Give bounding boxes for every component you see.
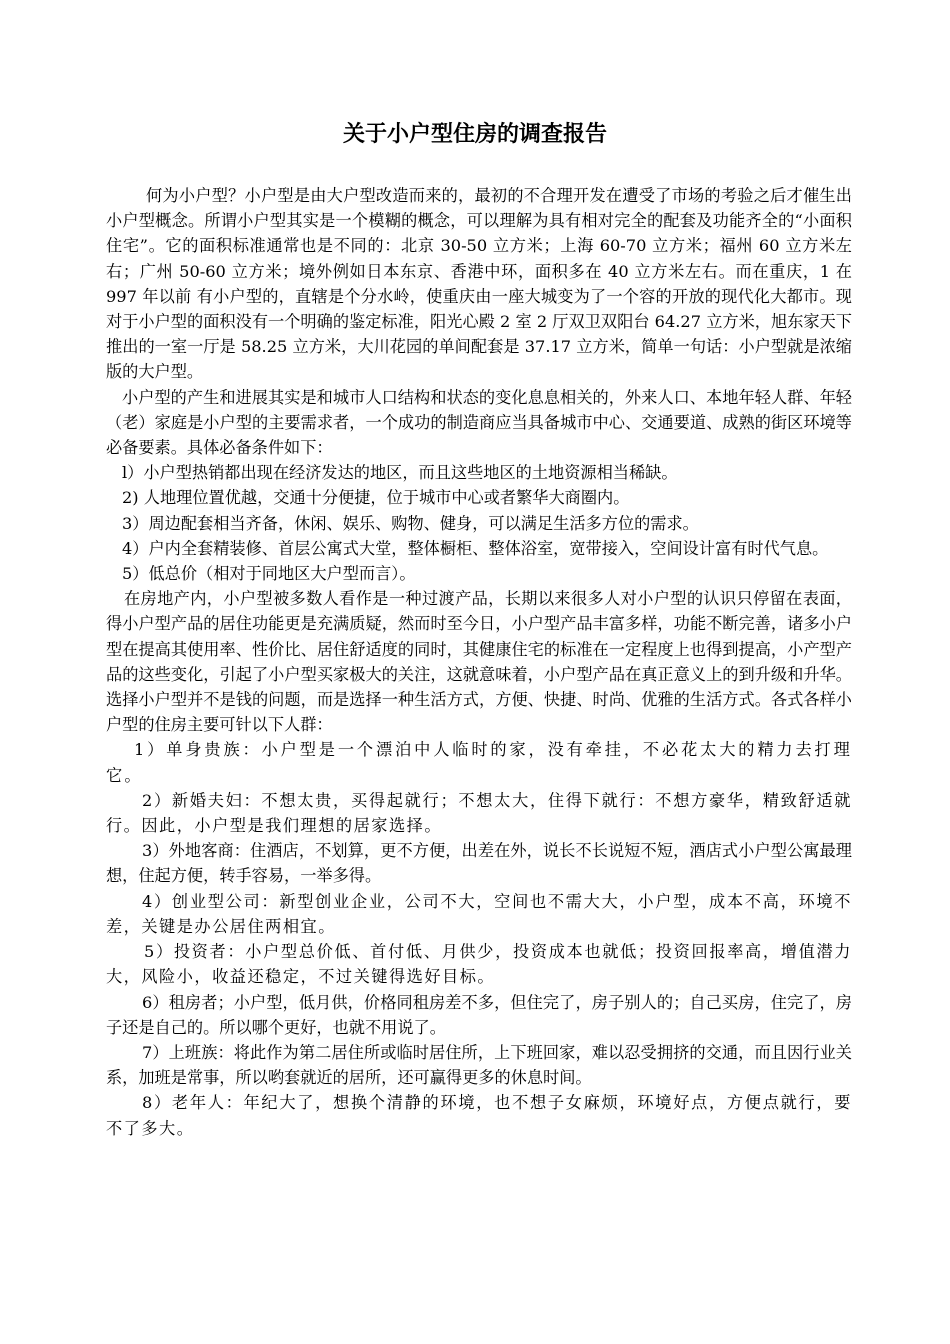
group-item-4: 4）创业型公司：新型创业企业，公司不大，空间也不需大大，小户型，成本不高，环境不差，关键是办公居住两相宜。 — [106, 891, 852, 936]
condition-item-1: l）小户型热销都出现在经济发达的地区，而且这些地区的土地资源相当稀缺。 — [122, 463, 678, 483]
condition-item-4: 4）户内全套精装修、首层公寓式大堂，整体橱柜、整体浴室，宽带接入，空间设计富有时代气息。 — [122, 538, 829, 558]
paragraph-market-view: 在房地产内，小户型被多数人看作是一种过渡产品，长期以来很多人对小户型的认识只停留在表面，得小户型产品的居住功能更是充满质疑，然而时至今日，小户型产品丰富多样，功能不断完善，诸多小户型在提高其使用率、性价比、居住舒适度的同时，其健康住宅的标准在一定程度上也得到提高，小产型产品的这些变化，引起了小户型买家极大的关注，这就意味着，小户型产品在真正意义上的到升级和升华。选择小户型并不是钱的问题，而是选择一种生活方式，方便、快捷、时尚、优雅的生活方式。各式各样小户型的住房主要可针以下人群： — [106, 589, 852, 735]
condition-item-2: 2) 人地理位置优越，交通十分便捷，位于城市中心或者繁华大商圈内。 — [122, 488, 630, 508]
document-body — [106, 183, 852, 1141]
group-item-3: 3）外地客商：住酒店，不划算，更不方便，出差在外，说长不长说短不短，酒店式小户型公寓最理想，住起方便，转手容易，一举多得。 — [106, 841, 852, 886]
paragraph-development: 小户型的产生和进展其实是和城市人口结构和状态的变化息息相关的，外来人口、本地年轻人群、年轻（老）家庭是小户型的主要需求者，一个成功的制造商应当具备城市中心、交通要道、成熟的街区环境等必备要素。具体必备条件如下： — [106, 387, 852, 458]
paragraph-definition: 何为小户型？小户型是由大户型改造而来的，最初的不合理开发在遭受了市场的考验之后才催生出小户型概念。所谓小户型其实是一个模糊的概念，可以理解为具有相对完全的配套及功能齐全的“小面积住宅”。它的面积标准通常也是不同的：北京 30-50 立方米；上海 60-70 立方米；福州 60 立方米左右；广州 50-60 立方米；境外例如日本东京、香港中环，面积多在 40 立方米左右。而在重庆，1 在 997 年以前 有小户型的，直辖是个分水岭，使重庆由一座大城变为了一个容的开放的现代化大都市。现对于小户型的面积没有一个明确的鉴定标准，阳光心殿 2 室 2 厅双卫双阳台 64.27 立方米，旭东家天下推出的一室一厅是 58.25 立方米，大川花园的单间配套是 37.17 立方米，简单一句话：小户型就是浓缩版的大户型。 — [106, 186, 852, 382]
group-item-7: 7）上班族：将此作为第二居住所或临时居住所，上下班回家，难以忍受拥挤的交通，而且因行业关系，加班是常事，所以哟套就近的居所，还可赢得更多的休息时间。 — [106, 1042, 852, 1088]
condition-item-3: 3）周边配套相当齐备，休闲、娱乐、购物、健身，可以满足生活多方位的需求。 — [122, 513, 699, 533]
group-item-1: 1）单身贵族：小户型是一个漂泊中人临时的家，没有牵挂，不必花太大的精力去打理它。 — [106, 740, 852, 785]
group-item-8: 8）老年人：年纪大了，想换个清静的环境，也不想子女麻烦，环境好点，方便点就行，要不了多大。 — [106, 1093, 852, 1138]
document-title: 关于小户型住房的调查报告 — [342, 122, 607, 147]
group-item-2: 2）新婚夫妇：不想太贵，买得起就行；不想太大，住得下就行：不想方豪华，精致舒适就行。因此，小户型是我们理想的居家选择。 — [106, 790, 852, 836]
condition-item-5: 5）低总价（相对于同地区大户型而言）。 — [122, 564, 416, 584]
group-item-5: 5）投资者：小户型总价低、首付低、月供少，投资成本也就低；投资回报率高，增值潜力大，风险小，收益还稳定，不过关键得选好目标。 — [106, 942, 852, 987]
group-item-6: 6）租房者；小户型，低月供，价格同租房差不多，但住完了，房子别人的；自己买房，住完了，房子还是自己的。所以哪个更好，也就不用说了。 — [106, 992, 852, 1037]
